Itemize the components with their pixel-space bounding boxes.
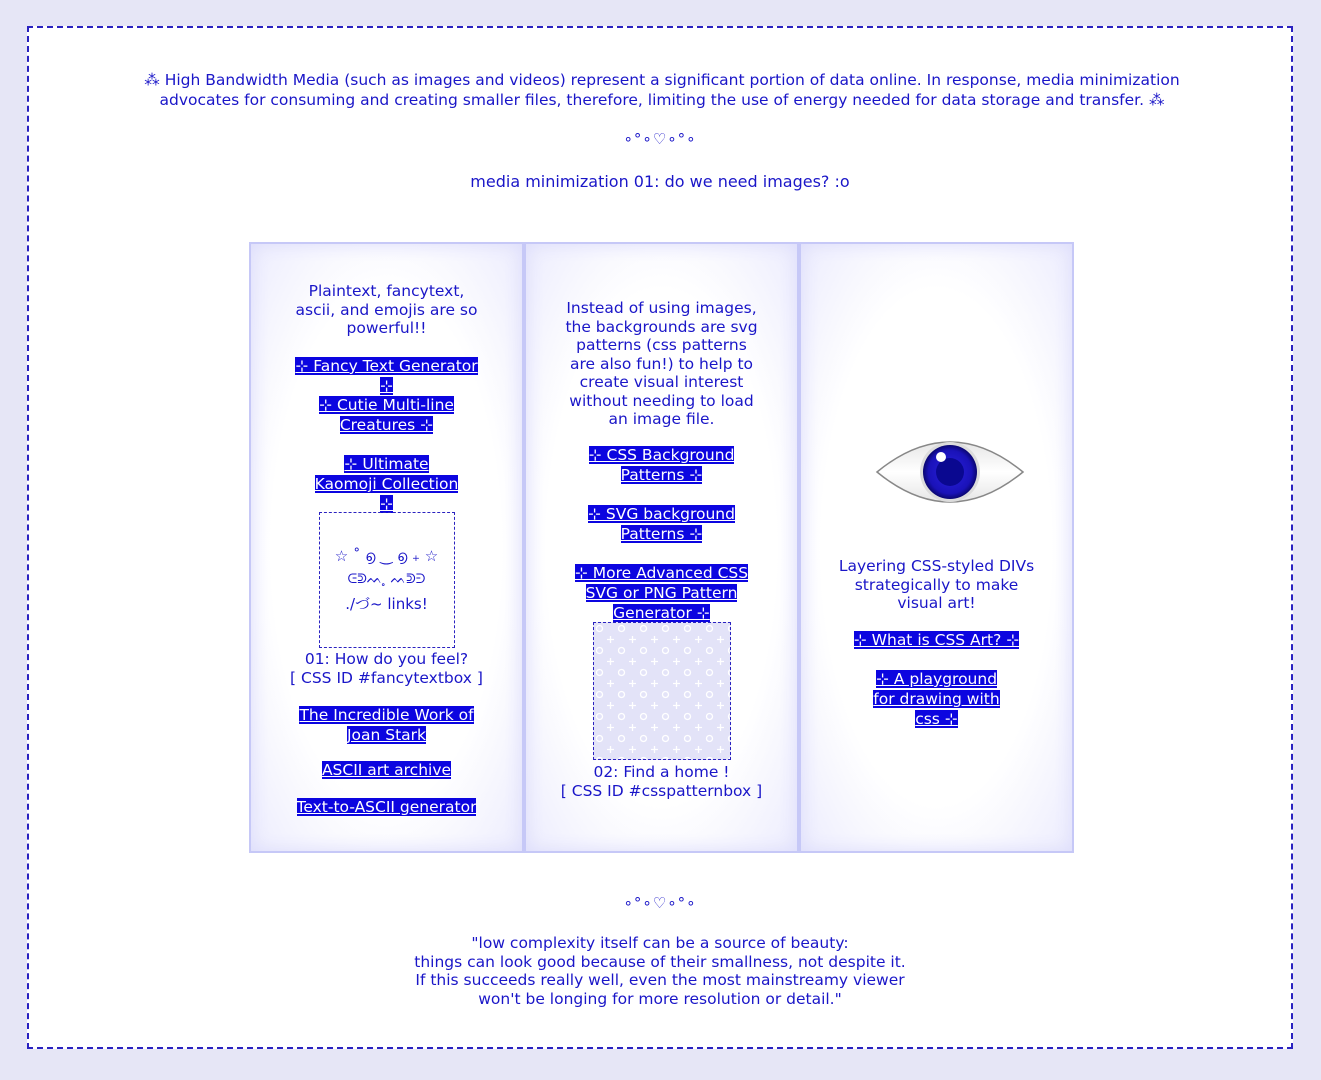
kaomoji-line-3: ./づ~ links! [345, 595, 428, 613]
ascii-archive-link[interactable]: ASCII art archive [321, 761, 452, 779]
pattern-svg [594, 623, 731, 760]
what-is-css-art-link[interactable]: ⊹ What is CSS Art? ⊹ [853, 631, 1020, 649]
quote-line-3: If this succeeds really well, even the most mainstreamy viewer [415, 971, 905, 989]
text-to-ascii-link[interactable]: Text-to-ASCII generator [296, 798, 477, 816]
panel-patterns [524, 242, 799, 853]
section-subtitle: media minimization 01: do we need images? :o [470, 172, 850, 191]
pattern-css-id: [ CSS ID #csspatternbox ] [560, 781, 763, 800]
intro-text: ⁂ High Bandwidth Media (such as images and videos) represent a significant portion of data online. In response, media minimization advocates for consuming and creating smaller files, therefore, limiting the use of energy needed for data storage and transfer. ⁂ [144, 71, 1180, 109]
svg-background-patterns-link[interactable]: ⊹ SVG background Patterns ⊹ [588, 505, 735, 543]
eye-icon [875, 440, 1025, 504]
css-background-patterns-link[interactable]: ⊹ CSS Background Patterns ⊹ [588, 446, 735, 484]
kaomoji-collection-link[interactable]: ⊹ Ultimate Kaomoji Collection ⊹ [314, 455, 459, 513]
heart-divider-bottom: ∘°∘♡∘°∘ [623, 894, 697, 912]
fancytext-caption: 01: How do you feel? [304, 650, 469, 668]
fancytext-css-id: [ CSS ID #fancytextbox ] [290, 668, 483, 687]
pattern-generator-link[interactable]: ⊹ More Advanced CSS SVG or PNG Pattern Generator ⊹ [574, 564, 749, 622]
cutie-creatures-link[interactable]: ⊹ Cutie Multi-line Creatures ⊹ [319, 396, 454, 434]
quote-line-2: things can look good because of their smallness, not despite it. [414, 952, 906, 971]
heart-divider-top: ∘°∘♡∘°∘ [623, 130, 697, 148]
fancy-text-generator-link[interactable]: ⊹ Fancy Text Generator ⊹ [295, 357, 478, 395]
css-playground-link[interactable]: ⊹ A playground for drawing with css ⊹ [873, 670, 1000, 728]
kaomoji-line-2: ᕮᕲᨓ ̥ ᨓᕲᕭ [347, 572, 426, 587]
panels-container [249, 242, 1075, 853]
panel-css-art [799, 242, 1074, 853]
joan-stark-link[interactable]: The Incredible Work of Joan Stark [299, 706, 474, 744]
fancytext-box [319, 512, 455, 648]
main-frame [27, 26, 1293, 1049]
panel2-intro: Instead of using images, the backgrounds are svg patterns (css patterns are also fun!) to help to create visual interest without needing to load an image file. [565, 299, 758, 428]
panel-fancytext [249, 242, 524, 853]
quote-line-1: "low complexity itself can be a source of beauty: [471, 934, 849, 952]
kaomoji-line-1: ☆ ˚ ൭ ‿ ൭ ₊ ☆ [334, 547, 439, 565]
quote-line-4: won't be longing for more resolution or detail." [478, 989, 842, 1008]
panel3-intro: Layering CSS-styled DIVs strategically to make visual art! [838, 557, 1035, 612]
pattern-box [593, 622, 731, 760]
closing-quote [29, 934, 1291, 1008]
pattern-caption: 02: Find a home ! [593, 763, 730, 781]
panel1-intro: Plaintext, fancytext, ascii, and emojis are so powerful!! [295, 282, 478, 337]
